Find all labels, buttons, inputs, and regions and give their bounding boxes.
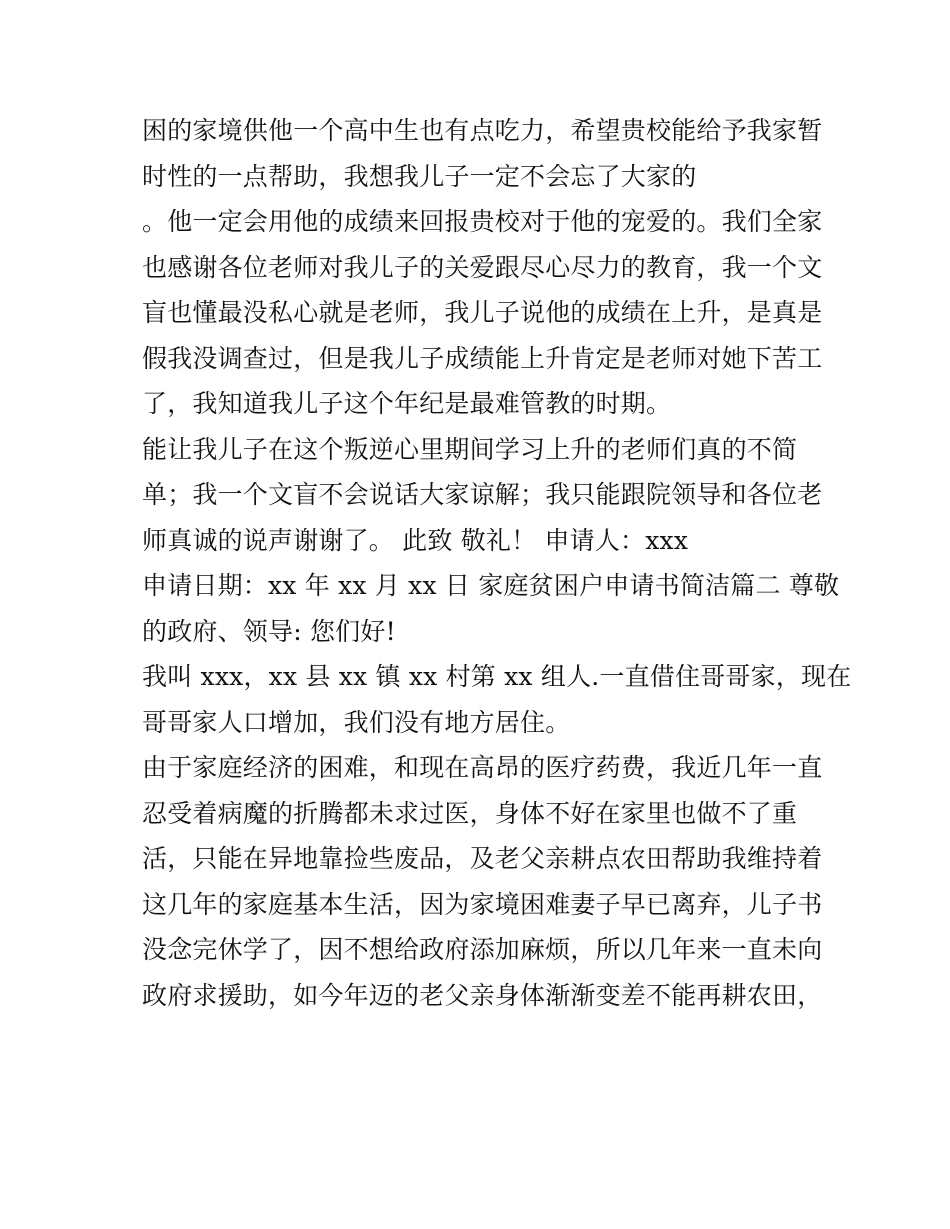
text-line: 。他一定会用他的成绩来回报贵校对于他的宠爱的。我们全家 xyxy=(142,207,823,236)
text-line: 假我没调查过，但是我儿子成绩能上升肯定是老师对她下苦工 xyxy=(142,343,823,373)
text-line: 的政府、领导: 您们好! xyxy=(142,616,396,646)
text-line: 能让我儿子在这个叛逆心里期间学习上升的老师们真的不简 xyxy=(142,434,798,464)
text-line: 活，只能在异地靠捡些废品，及老父亲耕点农田帮助我维持着 xyxy=(142,844,823,873)
text-line: 这几年的家庭基本生活，因为家境困难妻子早已离弃，儿子书 xyxy=(142,889,823,919)
text-line: 了，我知道我儿子这个年纪是最难管教的时期。 xyxy=(142,389,672,418)
text-line: 我叫 xxx，xx 县 xx 镇 xx 村第 xx 组人.一直借住哥哥家，现在 xyxy=(142,662,852,691)
text-line: 盲也懂最没私心就是老师，我儿子说他的成绩在上升，是真是 xyxy=(142,298,823,327)
text-line: 单；我一个文盲不会说话大家谅解；我只能跟院领导和各位老 xyxy=(142,480,823,509)
text-line: 困的家境供他一个高中生也有点吃力，希望贵校能给予我家暂 xyxy=(142,116,823,145)
text-line: 时性的一点帮助，我想我儿子一定不会忘了大家的 xyxy=(142,161,697,191)
text-line: 哥哥家人口增加，我们没有地方居住。 xyxy=(142,707,571,737)
text-line: 也感谢各位老师对我儿子的关爱跟尽心尽力的教育，我一个文 xyxy=(142,252,823,282)
text-line: 申请日期：xx 年 xx 月 xx 日 家庭贫困户申请书简洁篇二 尊敬 xyxy=(142,571,840,600)
text-line: 没念完休学了，因不想给政府添加麻烦，所以几年来一直未向 xyxy=(142,935,823,964)
text-line: 由于家庭经济的困难，和现在高昂的医疗药费，我近几年一直 xyxy=(142,753,823,782)
text-line: 师真诚的说声谢谢了。 此致 敬礼！ 申请人：xxx xyxy=(142,525,689,555)
text-line: 政府求援助，如今年迈的老父亲身体渐渐变差不能再耕农田， xyxy=(142,980,823,1010)
document-body xyxy=(142,108,852,1018)
text-line: 忍受着病魔的折腾都未求过医，身体不好在家里也做不了重 xyxy=(142,798,798,828)
